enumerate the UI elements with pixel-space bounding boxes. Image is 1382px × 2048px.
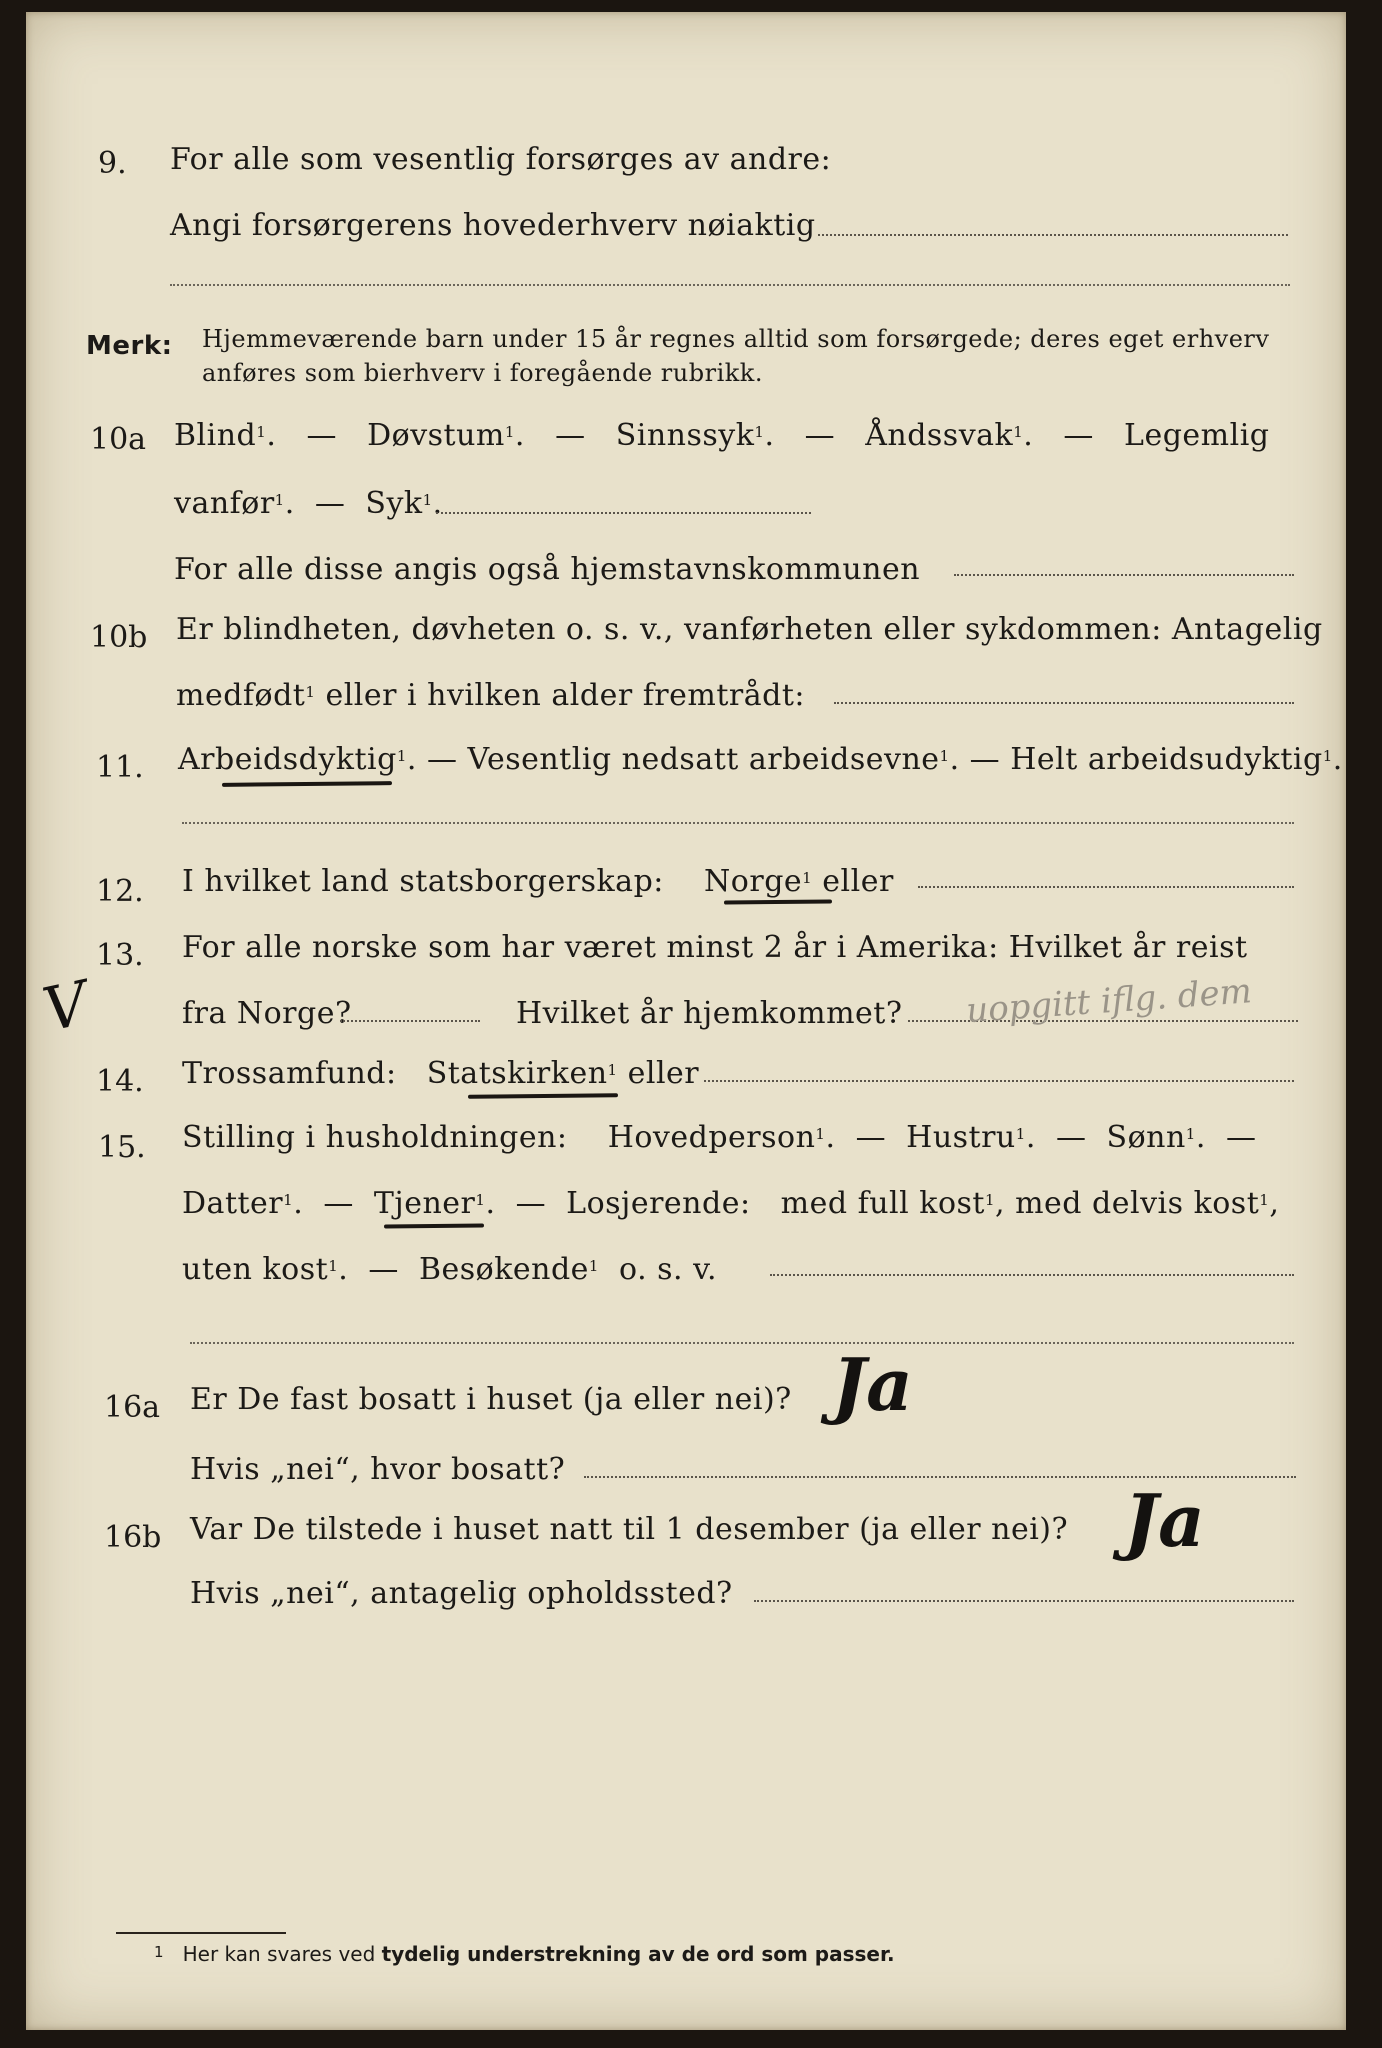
margin-check-mark: V <box>37 968 95 1046</box>
option-nedsatt: Vesentlig nedsatt arbeidsevne <box>467 742 940 777</box>
q9-answer-line-2 <box>170 284 1290 286</box>
q10a-answer-line <box>436 512 811 514</box>
q16b-line2: Hvis „nei“, antagelig opholdssted? <box>190 1576 733 1611</box>
option-statskirken: Statskirken <box>426 1056 608 1091</box>
option-tjener: Tjener <box>373 1186 476 1221</box>
census-form-page <box>26 12 1346 2030</box>
q9-number: 9. <box>98 146 127 181</box>
q13-number: 13. <box>96 938 144 973</box>
option-udyktig: Helt arbeidsudyktig <box>1010 742 1323 777</box>
underline-tjener <box>384 1223 484 1228</box>
option-vanfor: vanfør <box>174 486 275 521</box>
q13-reist-line <box>340 1020 480 1022</box>
q10b-answer-line <box>834 702 1294 704</box>
q11-line: Arbeidsdyktig$^1$. — Vesentlig nedsatt arbeidsevne$^1$. — Helt arbeidsudyktig$^1$. <box>178 742 1343 777</box>
q16a-number: 16a <box>104 1390 161 1425</box>
footnote-rule <box>116 1932 286 1934</box>
option-medfodt: medfødt <box>176 678 306 713</box>
merk-line1: Hjemmeværende barn under 15 år regnes alltid som forsørgede; deres eget erhverv <box>202 325 1270 353</box>
q13-line1: For alle norske som har været minst 2 år i Amerika: Hvilket år reist <box>182 930 1248 965</box>
option-syk: Syk <box>365 486 423 521</box>
underline-norge <box>724 899 832 904</box>
q9-answer-line <box>818 234 1288 236</box>
q15-answer-line-2 <box>190 1342 1294 1344</box>
q15-number: 15. <box>98 1130 146 1165</box>
footnote: $^1$ Her kan svares ved tydelig understrekning av de ord som passer. <box>154 1942 895 1966</box>
q16b-answer-line <box>754 1600 1294 1602</box>
option-hovedperson: Hovedperson <box>607 1120 816 1155</box>
option-hustru: Hustru <box>906 1120 1016 1155</box>
q10a-line3: For alle disse angis også hjemstavnskommunen <box>174 552 921 587</box>
q14-line: Trossamfund: Statskirken$^1$ eller <box>182 1056 700 1091</box>
q14-number: 14. <box>96 1064 144 1099</box>
option-besokende: Besøkende <box>418 1252 589 1287</box>
q10b-number: 10b <box>90 620 148 655</box>
q15-line2: Datter$^1$. — Tjener$^1$. — Losjerende: med full kost$^1$, med delvis kost$^1$, <box>182 1186 1280 1221</box>
q16b-answer: Ja <box>1124 1478 1205 1563</box>
option-legemlig: Legemlig <box>1124 418 1270 453</box>
option-andssvak: Åndssvak <box>865 418 1014 453</box>
q10a-line1: Blind$^1$. — Døvstum$^1$. — Sinnssyk$^1$. — Åndssvak$^1$. — Legemlig <box>174 418 1270 453</box>
underline-arbeidsdyktig <box>222 781 392 787</box>
merk-label: Merk: <box>86 331 173 361</box>
q13-line2b: Hvilket år hjemkommet? <box>516 996 903 1031</box>
q10a-number: 10a <box>90 422 147 457</box>
q9-line1: For alle som vesentlig forsørges av andre: <box>170 142 832 177</box>
q10b-line2: medfødt$^1$ eller i hvilken alder fremtrådt: <box>176 678 806 713</box>
q11-number: 11. <box>96 750 144 785</box>
option-arbeidsdyktig: Arbeidsdyktig <box>178 742 397 777</box>
q10a-hjemstavn-line <box>954 574 1294 576</box>
option-blind: Blind <box>174 418 257 453</box>
option-losjerende: Losjerende: <box>566 1186 751 1221</box>
option-dovstum: Døvstum <box>367 418 505 453</box>
q15-line3: uten kost$^1$. — Besøkende$^1$ o. s. v. <box>182 1252 718 1287</box>
q12-line: I hvilket land statsborgerskap: Norge$^1$ eller <box>182 864 894 899</box>
option-sinnssyk: Sinnssyk <box>615 418 755 453</box>
q14-answer-line <box>704 1080 1294 1082</box>
q12-number: 12. <box>96 874 144 909</box>
q12-answer-line <box>918 886 1294 888</box>
option-sonn: Sønn <box>1106 1120 1186 1155</box>
underline-statskirken <box>468 1093 618 1099</box>
q15-answer-line <box>770 1274 1294 1276</box>
option-norge: Norge <box>704 864 803 899</box>
q10b-line1: Er blindheten, døvheten o. s. v., vanførheten eller sykdommen: Antagelig <box>176 612 1323 647</box>
q11-answer-line <box>182 822 1294 824</box>
q13-line2: fra Norge? <box>182 996 352 1031</box>
q16b-number: 16b <box>104 1520 162 1555</box>
q13-handwritten-answer: uopgitt iflg. dem <box>964 971 1254 1032</box>
q16a-line1: Er De fast bosatt i huset (ja eller nei)? <box>190 1382 792 1417</box>
option-datter: Datter <box>182 1186 284 1221</box>
q16a-answer: Ja <box>832 1342 913 1427</box>
merk-line2: anføres som bierhverv i foregående rubrikk. <box>202 359 763 387</box>
q9-line2: Angi forsørgerens hovederhverv nøiaktig <box>170 208 816 243</box>
q16a-line2: Hvis „nei“, hvor bosatt? <box>190 1452 566 1487</box>
q10a-line2: vanfør$^1$. — Syk$^1$. <box>174 486 443 521</box>
q16b-line1: Var De tilstede i huset natt til 1 desember (ja eller nei)? <box>190 1512 1069 1547</box>
footnote-mark: 1 <box>154 1943 164 1961</box>
q15-line1: Stilling i husholdningen: Hovedperson$^1$. — Hustru$^1$. — Sønn$^1$. — <box>182 1120 1257 1155</box>
